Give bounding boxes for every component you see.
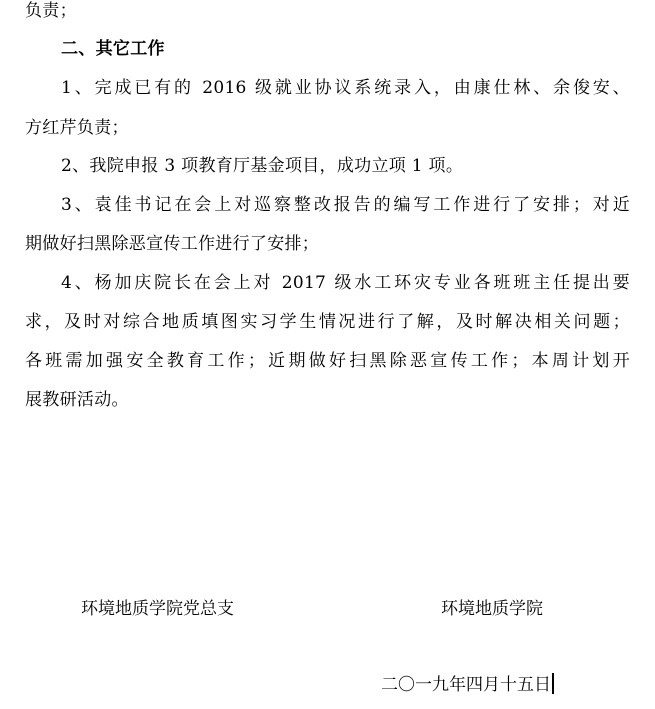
text-line: 2、我院申报 3 项教育厅基金项目，成功立项 1 项。 (61, 156, 464, 176)
text-line: 各班需加强安全教育工作；近期做好扫黑除恶宣传工作；本周计划开 (25, 351, 630, 371)
text-line: 期做好扫黑除恶宣传工作进行了安排； (25, 234, 320, 254)
section-heading: 二、其它工作 (61, 39, 165, 59)
text-line: 4、杨加庆院长在会上对 2017 级水工环灾专业各班班主任提出要 (61, 273, 630, 293)
text-line: 1、完成已有的 2016 级就业协议系统录入，由康仕林、余俊安、 (61, 78, 630, 98)
signature-date-line[interactable] (381, 673, 554, 696)
text-line: 展教研活动。 (25, 390, 129, 410)
text-line: 求，及时对综合地质填图实习学生情况进行了解，及时解决相关问题； (25, 312, 630, 332)
text-line: 负责； (25, 1, 77, 21)
signature-party-branch: 环境地质学院党总支 (81, 599, 234, 619)
text-cursor (552, 673, 554, 694)
text-line: 3、袁佳书记在会上对巡察整改报告的编写工作进行了安排；对近 (61, 195, 630, 215)
signature-date: 二〇一九年四月十五日 (381, 675, 551, 695)
signature-college: 环境地质学院 (441, 599, 543, 619)
text-line: 方红芹负责； (25, 118, 129, 138)
